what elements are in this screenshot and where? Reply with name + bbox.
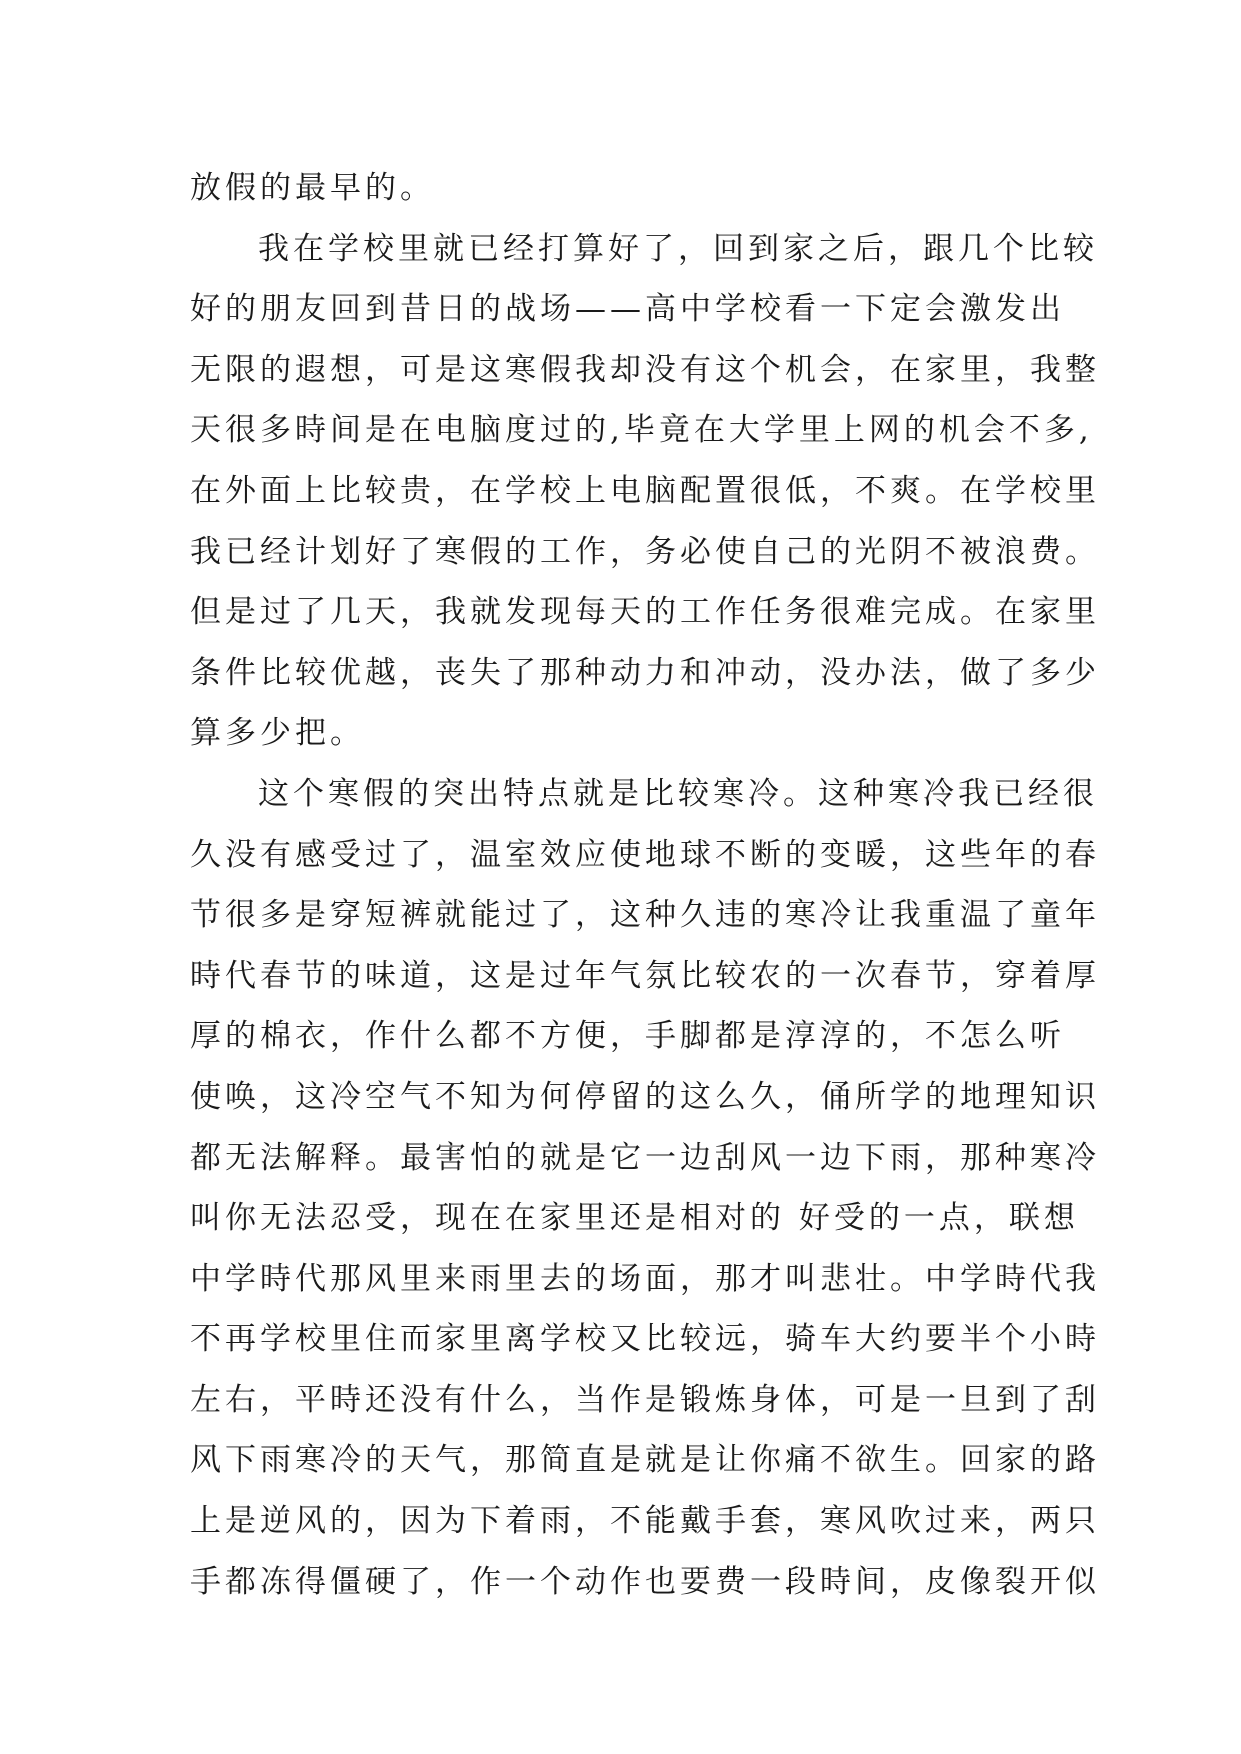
text-line: 天很多時间是在电脑度过的,毕竟在大学里上网的机会不多, xyxy=(190,412,1093,449)
text-line: 上是逆风的，因为下着雨，不能戴手套，寒风吹过来，两只 xyxy=(190,1503,1100,1540)
text-line: 久没有感受过了，温室效应使地球不断的变暖，这些年的春 xyxy=(190,836,1100,873)
text-line: 这个寒假的突出特点就是比较寒冷。这种寒冷我已经很 xyxy=(258,775,1098,812)
text-line: 节很多是穿短裤就能过了，这种久违的寒冷让我重温了童年 xyxy=(190,897,1100,934)
text-line: 条件比较优越，丧失了那种动力和冲动，没办法，做了多少 xyxy=(190,654,1100,691)
text-line: 算多少把。 xyxy=(190,715,365,752)
text-line: 手都冻得僵硬了，作一个动作也要费一段時间，皮像裂开似 xyxy=(190,1563,1100,1600)
text-line: 叫你无法忍受，现在在家里还是相对的 好受的一点，联想 xyxy=(190,1200,1079,1237)
text-line: 但是过了几天，我就发现每天的工作任务很难完成。在家里 xyxy=(190,594,1100,631)
text-line: 左右，平時还没有什么，当作是锻炼身体，可是一旦到了刮 xyxy=(190,1381,1100,1418)
text-line: 放假的最早的。 xyxy=(190,170,435,206)
text-line: 在外面上比较贵，在学校上电脑配置很低，不爽。在学校里 xyxy=(190,472,1100,509)
text-line: 好的朋友回到昔日的战场——高中学校看一下定会激发出 xyxy=(190,291,1065,328)
text-line: 我在学校里就已经打算好了，回到家之后，跟几个比较 xyxy=(258,230,1098,267)
text-line: 都无法解释。最害怕的就是它一边刮风一边下雨，那种寒冷 xyxy=(190,1139,1100,1176)
text-line: 中学時代那风里来雨里去的场面，那才叫悲壮。中学時代我 xyxy=(190,1260,1100,1297)
text-line: 時代春节的味道，这是过年气氛比较农的一次春节，穿着厚 xyxy=(190,957,1100,994)
text-line: 风下雨寒冷的天气，那简直是就是让你痛不欲生。回家的路 xyxy=(190,1442,1100,1479)
document-body xyxy=(190,158,1100,1612)
text-line: 不再学校里住而家里离学校又比较远，骑车大约要半个小時 xyxy=(190,1321,1100,1358)
text-line: 使唤，这冷空气不知为何停留的这么久，俑所学的地理知识 xyxy=(190,1078,1100,1115)
text-line: 我已经计划好了寒假的工作，务必使自己的光阴不被浪费。 xyxy=(190,533,1100,570)
text-line: 厚的棉衣，作什么都不方便，手脚都是淳淳的，不怎么听 xyxy=(190,1018,1065,1055)
text-line: 无限的遐想，可是这寒假我却没有这个机会，在家里，我整 xyxy=(190,351,1100,388)
